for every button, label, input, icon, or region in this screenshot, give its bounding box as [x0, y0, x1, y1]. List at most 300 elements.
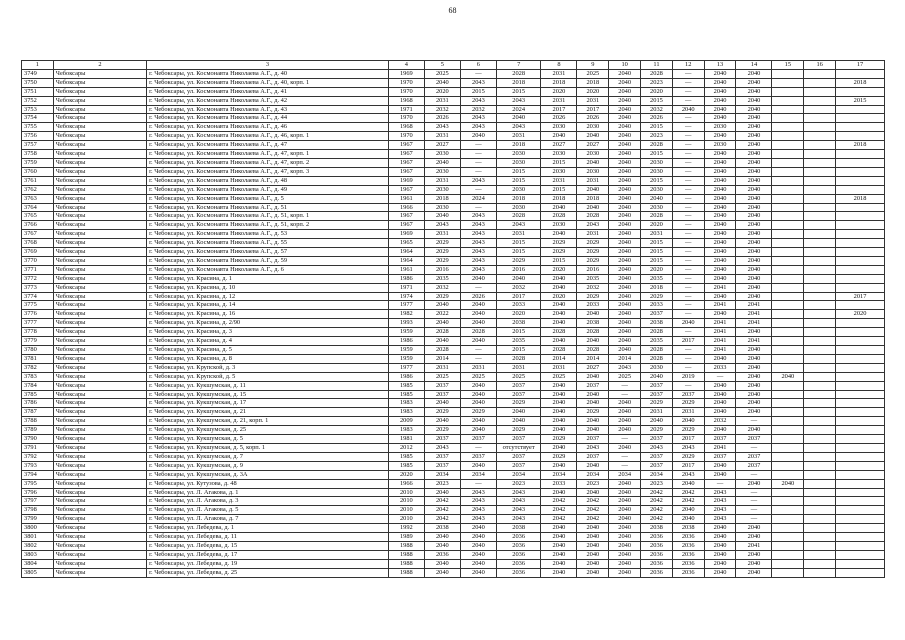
value-cell: 2040	[609, 337, 641, 346]
value-cell	[836, 248, 885, 257]
address-cell: г. Чебоксары, ул. Л. Агакова, д. 1	[147, 488, 389, 497]
value-cell: 1964	[388, 256, 424, 265]
city-cell: Чебоксары	[53, 479, 146, 488]
value-cell: 2030	[424, 167, 460, 176]
value-cell: 2040	[424, 78, 460, 87]
value-cell: 2018	[541, 194, 577, 203]
value-cell: 2020	[388, 470, 424, 479]
address-cell: г. Чебоксары, ул. Кукшумская, д. 21, корп. 1	[147, 417, 389, 426]
value-cell: 2028	[577, 346, 609, 355]
value-cell	[804, 461, 836, 470]
value-cell: 2037	[736, 435, 772, 444]
value-cell: 1983	[388, 426, 424, 435]
value-cell	[804, 443, 836, 452]
value-cell: 2031	[641, 230, 673, 239]
table-row	[22, 150, 885, 159]
row-number-cell: 3757	[22, 141, 54, 150]
value-cell: 2037	[641, 435, 673, 444]
value-cell: 2041	[736, 301, 772, 310]
value-cell	[772, 399, 804, 408]
value-cell: 2040	[672, 105, 704, 114]
address-cell: г. Чебоксары, ул. Красина, д. 5	[147, 346, 389, 355]
column-number: 6	[460, 61, 496, 70]
value-cell: 2036	[672, 541, 704, 550]
value-cell	[804, 488, 836, 497]
value-cell: 2040	[609, 176, 641, 185]
value-cell: 1986	[388, 337, 424, 346]
table-row	[22, 274, 885, 283]
row-number-cell: 3749	[22, 69, 54, 78]
value-cell: 2040	[609, 301, 641, 310]
value-cell	[772, 150, 804, 159]
value-cell	[772, 96, 804, 105]
value-cell: —	[672, 78, 704, 87]
address-cell: г. Чебоксары, ул. Кукшумская, д. 7	[147, 452, 389, 461]
column-number: 16	[804, 61, 836, 70]
value-cell: 2015	[496, 87, 541, 96]
address-cell: г. Чебоксары, ул. Красина, д. 4	[147, 337, 389, 346]
table-row	[22, 87, 885, 96]
value-cell: 1967	[388, 158, 424, 167]
column-number-row	[22, 61, 885, 70]
address-cell: г. Чебоксары, ул. Космонавта Николаева А.Г., д. 46	[147, 123, 389, 132]
row-number-cell: 3793	[22, 461, 54, 470]
value-cell: 2029	[541, 239, 577, 248]
value-cell: 2040	[704, 114, 736, 123]
city-cell: Чебоксары	[53, 550, 146, 559]
value-cell	[836, 87, 885, 96]
value-cell: 2031	[672, 408, 704, 417]
value-cell: 2036	[496, 568, 541, 577]
value-cell: 2043	[460, 488, 496, 497]
value-cell: 2043	[424, 123, 460, 132]
address-cell: г. Чебоксары, ул. Космонавта Николаева А.Г., д. 53	[147, 230, 389, 239]
table-row	[22, 443, 885, 452]
value-cell: 2040	[460, 541, 496, 550]
value-cell	[804, 550, 836, 559]
row-number-cell: 3783	[22, 372, 54, 381]
value-cell: —	[672, 346, 704, 355]
address-cell: г. Чебоксары, ул. Л. Агакова, д. 7	[147, 515, 389, 524]
row-number-cell: 3772	[22, 274, 54, 283]
page-number: 68	[448, 6, 457, 15]
value-cell: 2015	[496, 248, 541, 257]
value-cell: 2028	[641, 69, 673, 78]
value-cell: 2040	[704, 524, 736, 533]
value-cell	[772, 497, 804, 506]
value-cell: 2040	[736, 399, 772, 408]
value-cell: 2040	[641, 372, 673, 381]
row-number-cell: 3759	[22, 158, 54, 167]
value-cell: 2040	[772, 479, 804, 488]
table-row	[22, 301, 885, 310]
value-cell: 2018	[496, 194, 541, 203]
value-cell: 2016	[577, 265, 609, 274]
address-cell: г. Чебоксары, ул. Космонавта Николаева А.Г., д. 5	[147, 194, 389, 203]
value-cell: —	[609, 452, 641, 461]
value-cell: —	[672, 310, 704, 319]
value-cell	[804, 319, 836, 328]
value-cell	[804, 105, 836, 114]
value-cell: 2016	[424, 265, 460, 274]
value-cell: 2036	[496, 533, 541, 542]
value-cell	[804, 239, 836, 248]
value-cell: 2040	[736, 381, 772, 390]
row-number-cell: 3782	[22, 363, 54, 372]
value-cell: 2017	[672, 461, 704, 470]
table-row	[22, 203, 885, 212]
value-cell: 2040	[609, 230, 641, 239]
address-cell: г. Чебоксары, ул. Кукшумская, д. 11	[147, 381, 389, 390]
value-cell: 2043	[460, 96, 496, 105]
value-cell	[804, 426, 836, 435]
value-cell: —	[609, 435, 641, 444]
value-cell: 1970	[388, 87, 424, 96]
value-cell: 2031	[496, 132, 541, 141]
value-cell: 2030	[541, 150, 577, 159]
value-cell	[772, 381, 804, 390]
address-cell: г. Чебоксары, ул. Кукшумская, д. 5	[147, 435, 389, 444]
value-cell: 2018	[496, 141, 541, 150]
value-cell: 2028	[641, 141, 673, 150]
value-cell: 2018	[836, 194, 885, 203]
table-row	[22, 114, 885, 123]
table-row	[22, 176, 885, 185]
address-cell: г. Чебоксары, ул. Крупской, д. 3	[147, 363, 389, 372]
value-cell: 2040	[541, 301, 577, 310]
value-cell: 2014	[609, 354, 641, 363]
value-cell: 2040	[609, 319, 641, 328]
column-number: 10	[609, 61, 641, 70]
value-cell: —	[460, 150, 496, 159]
value-cell: 2033	[641, 301, 673, 310]
value-cell: 2012	[388, 443, 424, 452]
table-row	[22, 194, 885, 203]
row-number-cell: 3775	[22, 301, 54, 310]
city-cell: Чебоксары	[53, 87, 146, 96]
value-cell: 2017	[496, 292, 541, 301]
value-cell	[804, 167, 836, 176]
city-cell: Чебоксары	[53, 568, 146, 577]
value-cell: 1966	[388, 203, 424, 212]
row-number-cell: 3791	[22, 443, 54, 452]
value-cell: 2040	[460, 274, 496, 283]
column-number: 2	[53, 61, 146, 70]
value-cell: 2040	[736, 230, 772, 239]
row-number-cell: 3785	[22, 390, 54, 399]
row-number-cell: 3799	[22, 515, 54, 524]
value-cell	[772, 274, 804, 283]
value-cell: 2026	[577, 114, 609, 123]
value-cell: 2036	[641, 541, 673, 550]
value-cell: 2040	[609, 239, 641, 248]
value-cell: 2040	[541, 283, 577, 292]
value-cell: 2020	[496, 310, 541, 319]
value-cell: 2028	[541, 328, 577, 337]
city-cell: Чебоксары	[53, 390, 146, 399]
value-cell	[804, 265, 836, 274]
value-cell: 2040	[736, 390, 772, 399]
value-cell: 2040	[460, 426, 496, 435]
row-number-cell: 3778	[22, 328, 54, 337]
value-cell: 2031	[577, 96, 609, 105]
value-cell: 2040	[577, 524, 609, 533]
value-cell: —	[672, 167, 704, 176]
value-cell: 2041	[736, 337, 772, 346]
city-cell: Чебоксары	[53, 381, 146, 390]
value-cell	[772, 105, 804, 114]
value-cell: 2037	[496, 381, 541, 390]
value-cell: 2040	[704, 399, 736, 408]
address-cell: г. Чебоксары, ул. Лебедева, д. 1	[147, 524, 389, 533]
value-cell	[836, 443, 885, 452]
value-cell	[804, 497, 836, 506]
city-cell: Чебоксары	[53, 239, 146, 248]
value-cell	[836, 550, 885, 559]
value-cell: 2037	[424, 381, 460, 390]
value-cell: 2043	[641, 443, 673, 452]
value-cell: 2040	[541, 310, 577, 319]
value-cell: 2037	[496, 452, 541, 461]
value-cell: 2026	[424, 114, 460, 123]
value-cell: 2040	[541, 559, 577, 568]
value-cell: 1961	[388, 194, 424, 203]
address-cell: г. Чебоксары, ул. Космонавта Николаева А.Г., д. 57	[147, 248, 389, 257]
table-row	[22, 354, 885, 363]
city-cell: Чебоксары	[53, 488, 146, 497]
value-cell: 2040	[460, 319, 496, 328]
city-cell: Чебоксары	[53, 221, 146, 230]
value-cell: 2040	[704, 194, 736, 203]
value-cell	[804, 408, 836, 417]
value-cell: 2029	[672, 399, 704, 408]
value-cell: —	[460, 203, 496, 212]
value-cell: 2015	[641, 123, 673, 132]
value-cell: 2029	[541, 452, 577, 461]
value-cell: 2040	[460, 559, 496, 568]
value-cell: 2040	[541, 524, 577, 533]
table-row	[22, 524, 885, 533]
row-number-cell: 3794	[22, 470, 54, 479]
city-cell: Чебоксары	[53, 559, 146, 568]
value-cell: —	[460, 283, 496, 292]
value-cell: 2040	[609, 533, 641, 542]
value-cell	[804, 363, 836, 372]
row-number-cell: 3787	[22, 408, 54, 417]
value-cell: 2029	[641, 426, 673, 435]
value-cell: 2028	[424, 328, 460, 337]
value-cell: 2020	[836, 310, 885, 319]
value-cell: —	[672, 221, 704, 230]
value-cell	[804, 256, 836, 265]
value-cell	[772, 426, 804, 435]
value-cell	[836, 541, 885, 550]
value-cell: 2040	[609, 114, 641, 123]
value-cell	[836, 363, 885, 372]
value-cell	[836, 488, 885, 497]
value-cell: —	[736, 470, 772, 479]
value-cell: 1988	[388, 550, 424, 559]
value-cell	[836, 132, 885, 141]
address-cell: г. Чебоксары, ул. Лебедева, д. 17	[147, 550, 389, 559]
value-cell: 2034	[641, 470, 673, 479]
row-number-cell: 3777	[22, 319, 54, 328]
value-cell	[836, 372, 885, 381]
value-cell: 2015	[641, 248, 673, 257]
value-cell: 2035	[496, 337, 541, 346]
value-cell: 2015	[496, 346, 541, 355]
table-row	[22, 141, 885, 150]
table-row	[22, 399, 885, 408]
value-cell: 1970	[388, 132, 424, 141]
value-cell: 2040	[577, 568, 609, 577]
value-cell: 2040	[577, 533, 609, 542]
value-cell: 2042	[424, 497, 460, 506]
value-cell: —	[672, 354, 704, 363]
value-cell	[804, 185, 836, 194]
value-cell: 2037	[460, 435, 496, 444]
value-cell: 2034	[460, 470, 496, 479]
value-cell: 2040	[424, 337, 460, 346]
value-cell	[772, 256, 804, 265]
value-cell: 2043	[496, 515, 541, 524]
city-cell: Чебоксары	[53, 248, 146, 257]
table-row	[22, 559, 885, 568]
value-cell	[804, 515, 836, 524]
value-cell: —	[672, 194, 704, 203]
value-cell: 2043	[460, 114, 496, 123]
value-cell: 2029	[577, 408, 609, 417]
value-cell: 2028	[641, 212, 673, 221]
value-cell	[804, 417, 836, 426]
value-cell	[772, 550, 804, 559]
value-cell: 2040	[609, 150, 641, 159]
value-cell: 2032	[704, 417, 736, 426]
value-cell: 2034	[577, 470, 609, 479]
value-cell: 2020	[424, 87, 460, 96]
value-cell	[804, 399, 836, 408]
value-cell: 2037	[641, 461, 673, 470]
value-cell: 2042	[577, 497, 609, 506]
value-cell: 2043	[704, 488, 736, 497]
value-cell: 2034	[541, 470, 577, 479]
value-cell: —	[736, 417, 772, 426]
value-cell	[804, 541, 836, 550]
value-cell: 2043	[496, 221, 541, 230]
city-cell: Чебоксары	[53, 78, 146, 87]
address-cell: г. Чебоксары, ул. Красина, д. 1	[147, 274, 389, 283]
value-cell: 2041	[704, 443, 736, 452]
value-cell: —	[672, 96, 704, 105]
value-cell: 2040	[424, 319, 460, 328]
value-cell	[836, 230, 885, 239]
row-number-cell: 3800	[22, 524, 54, 533]
value-cell: 2036	[672, 533, 704, 542]
value-cell: 2040	[609, 399, 641, 408]
value-cell	[772, 319, 804, 328]
value-cell: 2040	[609, 488, 641, 497]
value-cell: 1988	[388, 568, 424, 577]
value-cell: 2040	[736, 524, 772, 533]
value-cell: 2040	[577, 399, 609, 408]
value-cell: 2040	[609, 194, 641, 203]
city-cell: Чебоксары	[53, 114, 146, 123]
value-cell: 2036	[496, 541, 541, 550]
value-cell: 2038	[577, 319, 609, 328]
value-cell	[804, 176, 836, 185]
value-cell: 2043	[704, 515, 736, 524]
value-cell: 2040	[577, 203, 609, 212]
value-cell: —	[672, 150, 704, 159]
value-cell: 2040	[609, 158, 641, 167]
value-cell: 2040	[496, 417, 541, 426]
value-cell: 2030	[577, 167, 609, 176]
city-cell: Чебоксары	[53, 497, 146, 506]
value-cell	[772, 568, 804, 577]
value-cell: 2029	[577, 256, 609, 265]
value-cell: 2037	[496, 390, 541, 399]
value-cell: 2033	[704, 363, 736, 372]
value-cell: 2040	[541, 541, 577, 550]
table-row	[22, 363, 885, 372]
value-cell: 2030	[641, 185, 673, 194]
table-row	[22, 435, 885, 444]
value-cell: 2040	[496, 114, 541, 123]
value-cell	[804, 354, 836, 363]
value-cell: 2036	[641, 559, 673, 568]
value-cell: 2040	[704, 426, 736, 435]
value-cell: —	[672, 230, 704, 239]
city-cell: Чебоксары	[53, 167, 146, 176]
value-cell: 2020	[541, 87, 577, 96]
value-cell: 2043	[460, 256, 496, 265]
value-cell	[804, 230, 836, 239]
value-cell: 1967	[388, 150, 424, 159]
value-cell	[804, 248, 836, 257]
value-cell: 2027	[577, 363, 609, 372]
value-cell: 2017	[577, 105, 609, 114]
value-cell	[772, 515, 804, 524]
value-cell: 2040	[609, 292, 641, 301]
value-cell: 1985	[388, 452, 424, 461]
value-cell: 2014	[577, 354, 609, 363]
city-cell: Чебоксары	[53, 452, 146, 461]
column-number: 17	[836, 61, 885, 70]
row-number-cell: 3770	[22, 256, 54, 265]
address-cell: г. Чебоксары, ул. Красина, д. 2/90	[147, 319, 389, 328]
value-cell: 2026	[460, 292, 496, 301]
value-cell: 2043	[460, 515, 496, 524]
value-cell: 1964	[388, 248, 424, 257]
value-cell: 2040	[541, 337, 577, 346]
value-cell	[804, 69, 836, 78]
value-cell	[804, 274, 836, 283]
value-cell	[804, 141, 836, 150]
value-cell: 2042	[641, 488, 673, 497]
address-cell: г. Чебоксары, ул. Лебедева, д. 15	[147, 541, 389, 550]
value-cell	[772, 203, 804, 212]
value-cell	[836, 559, 885, 568]
row-number-cell: 3781	[22, 354, 54, 363]
value-cell: 2029	[496, 399, 541, 408]
value-cell: 2037	[672, 390, 704, 399]
value-cell: 2020	[641, 87, 673, 96]
value-cell: 2030	[541, 221, 577, 230]
value-cell: 2040	[609, 167, 641, 176]
value-cell: 2040	[736, 568, 772, 577]
value-cell: 2029	[672, 452, 704, 461]
address-cell: г. Чебоксары, ул. Кукшумская, д. 21	[147, 408, 389, 417]
